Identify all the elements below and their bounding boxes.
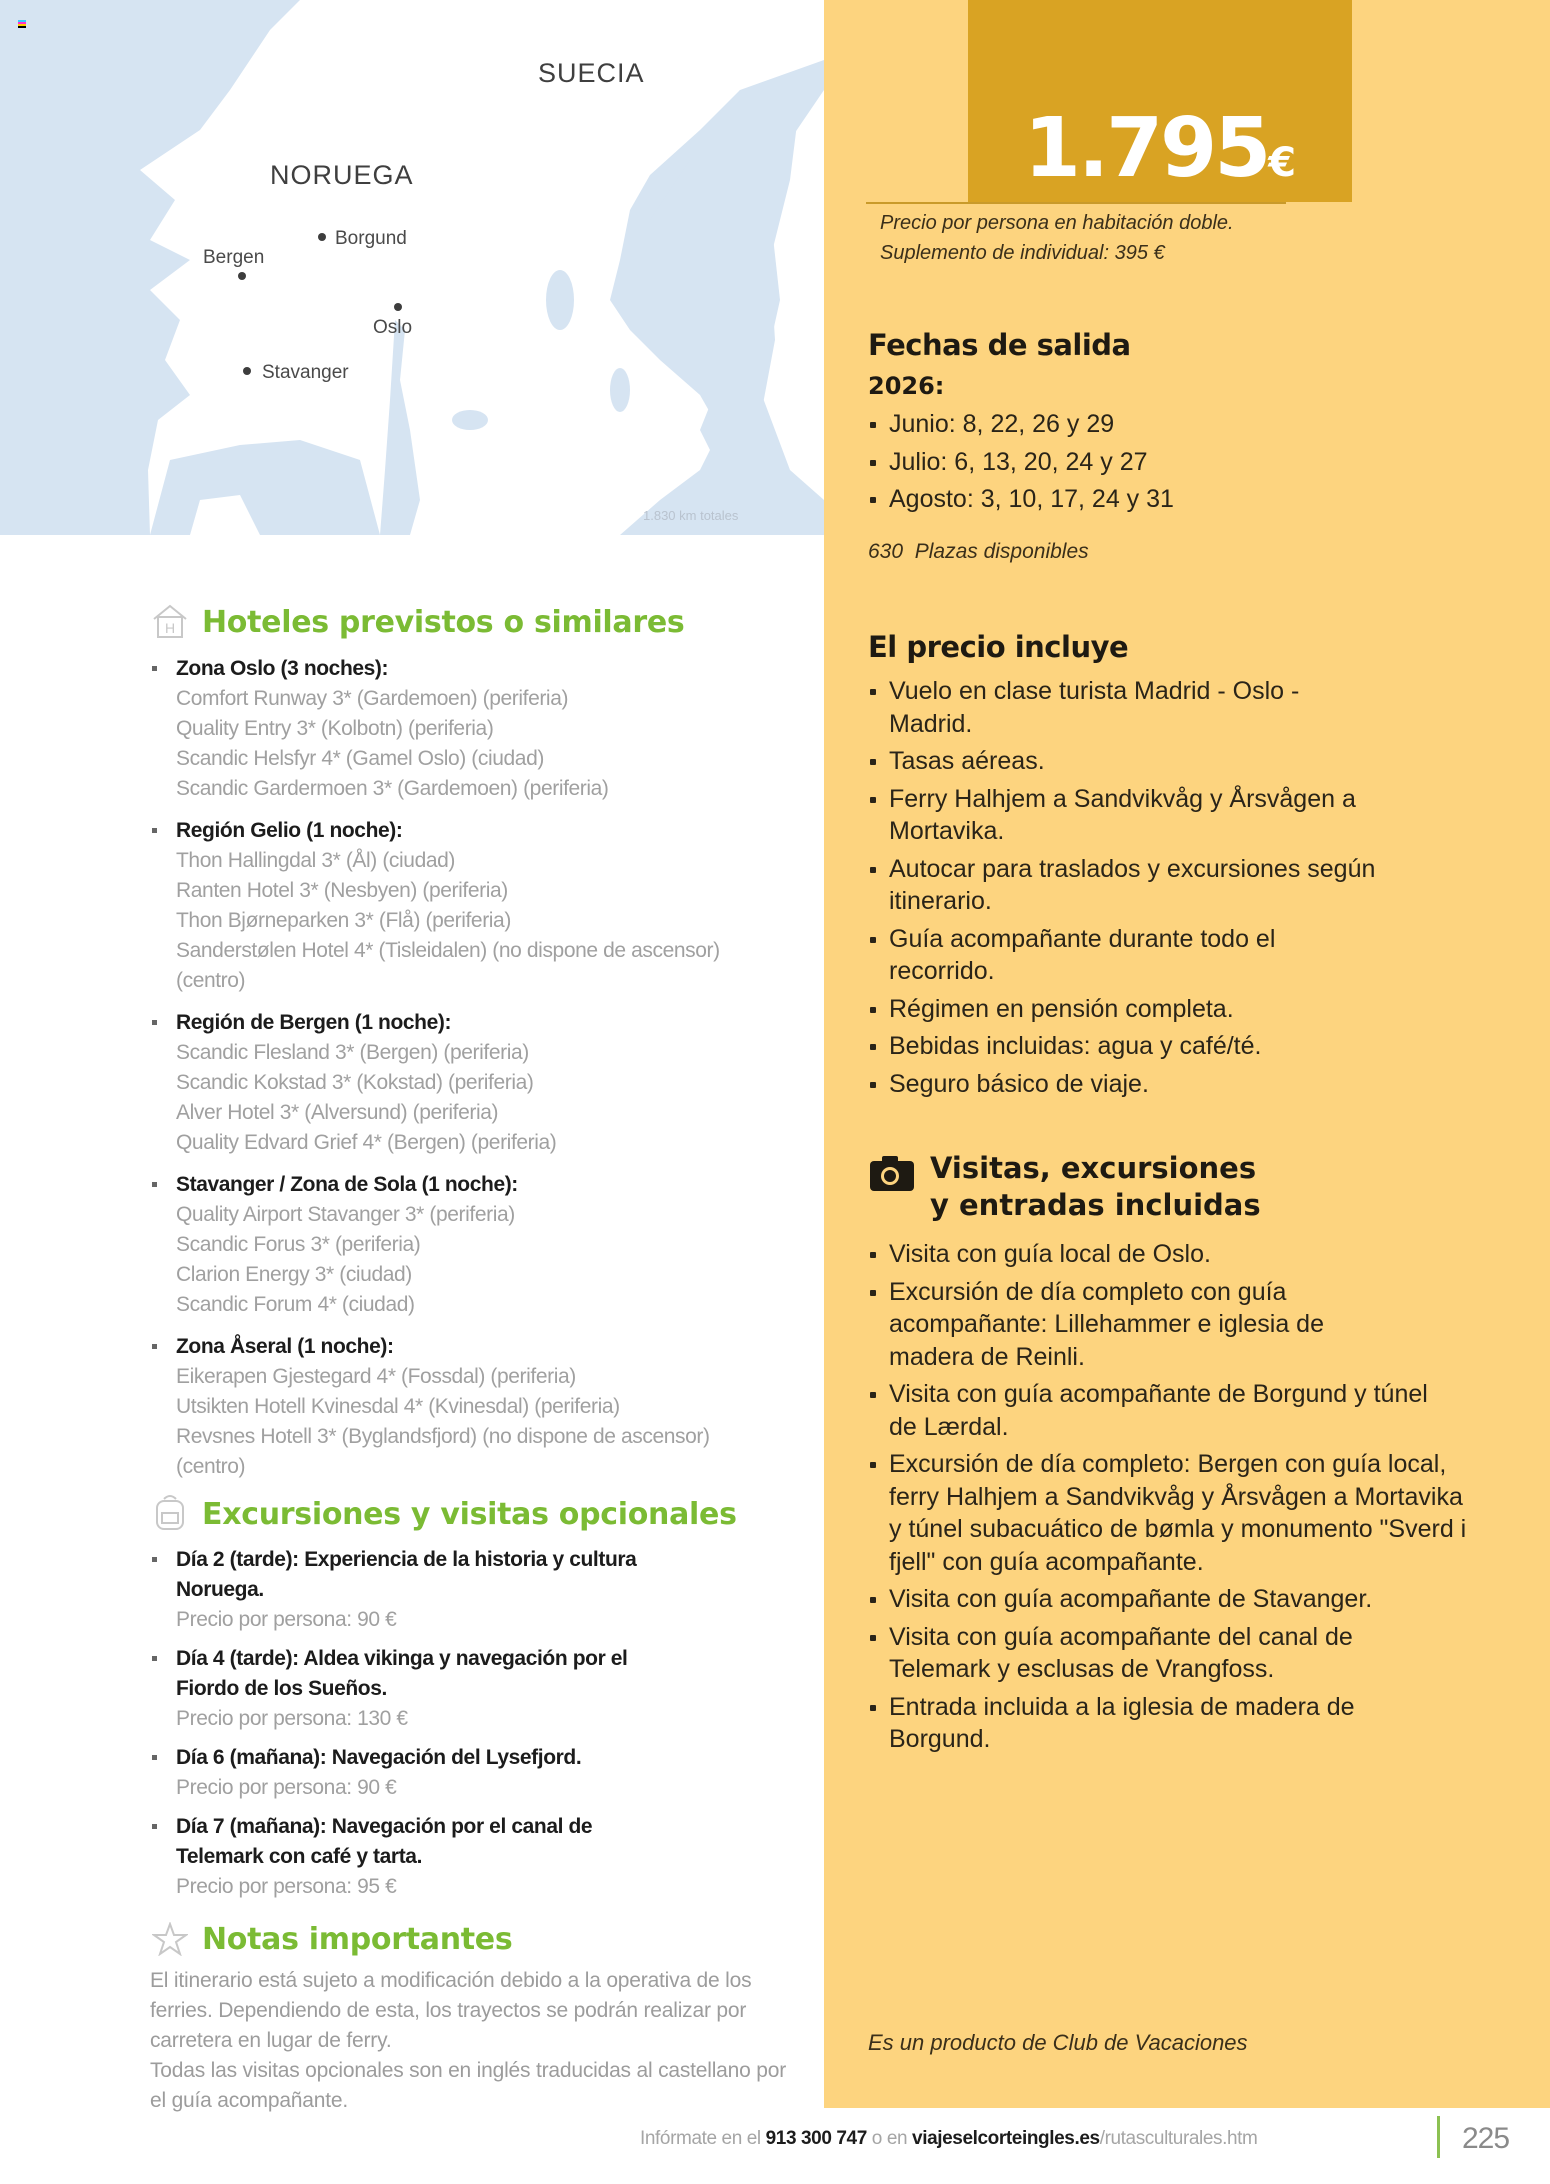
footer-divider bbox=[1437, 2116, 1440, 2158]
price-divider bbox=[866, 202, 1286, 204]
optional-list bbox=[152, 1545, 672, 1914]
price-currency: € bbox=[1268, 140, 1297, 186]
include-item: Tasas aéreas. bbox=[868, 745, 1468, 778]
optional-title: Excursiones y visitas opcionales bbox=[202, 1497, 737, 1532]
info-panel bbox=[824, 0, 1550, 2108]
include-item: Guía acompañante durante todo el recorrido. bbox=[868, 923, 1339, 988]
departures-year: 2026: bbox=[868, 372, 945, 400]
map-land-shapes bbox=[0, 0, 824, 535]
hotels-title: Hoteles previstos o similares bbox=[202, 605, 685, 640]
svg-text:H: H bbox=[165, 620, 176, 636]
visit-item: Excursión de día completo con guía acompañante: Lillehammer e iglesia de madera de Reinli. bbox=[868, 1276, 1369, 1374]
visit-item: Visita con guía acompañante de Stavanger. bbox=[868, 1583, 1509, 1616]
star-icon bbox=[152, 1922, 188, 1961]
visits-list bbox=[868, 1238, 1468, 1761]
visit-item: Visita con guía local de Oslo. bbox=[868, 1238, 1468, 1271]
map-label-borgund: Borgund bbox=[335, 228, 407, 249]
page-number: 225 bbox=[1462, 2122, 1510, 2155]
city-dot-oslo bbox=[394, 303, 402, 311]
price-amount: 1.795 bbox=[1023, 101, 1269, 196]
footer-phone[interactable]: 913 300 747 bbox=[765, 2128, 867, 2149]
include-item: Seguro básico de viaje. bbox=[868, 1068, 1468, 1101]
available-seats bbox=[868, 540, 1089, 564]
footer-path[interactable]: /rutasculturales.htm bbox=[1099, 2128, 1258, 2149]
departure-item: Julio: 6, 13, 20, 24 y 27 bbox=[868, 446, 1174, 479]
optional-item: Día 6 (mañana): Navegación del Lysefjord. Precio por persona: 90 € bbox=[152, 1743, 672, 1803]
hotel-group: Región de Bergen (1 noche): Scandic Flesland 3* (Bergen) (periferia) Scandic Kokstad 3* (Kokstad) (periferia) Alver Hotel 3* (Alversund) (periferia) Quality Edvard Grief 4* (Bergen) (periferia) bbox=[152, 1008, 752, 1158]
notes-text bbox=[150, 1966, 790, 2116]
visit-item: Excursión de día completo: Bergen con guía local, ferry Halhjem a Sandvikvåg y Årsvågen a Mortavika y túnel subacuático de bømla y monumento "Sverd i fjell" con guía acompañante. bbox=[868, 1448, 1469, 1578]
city-dot-stavanger bbox=[243, 367, 251, 375]
visit-item: Visita con guía acompañante del canal de Telemark y esclusas de Vrangfoss. bbox=[868, 1621, 1459, 1686]
optional-item: Día 7 (mañana): Navegación por el canal de Telemark con café y tarta. Precio por persona: 95 € bbox=[152, 1812, 672, 1902]
departures-list bbox=[868, 408, 1174, 521]
map-label-stavanger: Stavanger bbox=[262, 362, 349, 383]
camera-icon bbox=[868, 1153, 916, 1198]
price-display bbox=[968, 101, 1352, 196]
footer-domain-link[interactable]: viajeselcorteingles.es bbox=[912, 2128, 1100, 2149]
notes-paragraph: El itinerario está sujeto a modificación debido a la operativa de los ferries. Dependiendo de esta, los trayectos se podrán realizar por carretera en lugar de ferry. bbox=[150, 1969, 752, 2052]
include-item: Bebidas incluidas: agua y café/té. bbox=[868, 1030, 1468, 1063]
visit-item: Entrada incluida a la iglesia de madera de Borgund. bbox=[868, 1691, 1409, 1756]
hotel-group: Región Gelio (1 noche): Thon Hallingdal 3* (Ål) (ciudad) Ranten Hotel 3* (Nesbyen) (periferia) Thon Bjørneparken 3* (Flå) (periferia) Sanderstølen Hotel 4* (Tisleidalen) (no dispone de ascensor) (centro) bbox=[152, 816, 752, 996]
map-label-suecia: SUECIA bbox=[538, 58, 645, 88]
map-label-noruega: NORUEGA bbox=[270, 160, 414, 190]
departure-item: Junio: 8, 22, 26 y 29 bbox=[868, 408, 1174, 441]
city-dot-bergen bbox=[238, 272, 246, 280]
optional-item: Día 2 (tarde): Experiencia de la historia y cultura Noruega. Precio por persona: 90 € bbox=[152, 1545, 672, 1635]
hotel-group: Zona Oslo (3 noches): Comfort Runway 3* (Gardemoen) (periferia) Quality Entry 3* (Kolbotn) (periferia) Scandic Helsfyr 4* (Gamel Oslo) (ciudad) Scandic Gardermoen 3* (Gardemoen) (periferia) bbox=[152, 654, 752, 804]
price-note-double: Precio por persona en habitación doble. bbox=[880, 212, 1234, 234]
include-item: Vuelo en clase turista Madrid - Oslo - Madrid. bbox=[868, 675, 1309, 740]
map-label-oslo: Oslo bbox=[373, 317, 413, 338]
departure-item: Agosto: 3, 10, 17, 24 y 31 bbox=[868, 483, 1174, 516]
map-distance-label: 1.830 km totales bbox=[643, 508, 739, 523]
seats-label: Plazas disponibles bbox=[914, 540, 1089, 563]
visits-title: Visitas, excursiones y entradas incluidas bbox=[930, 1151, 1261, 1222]
print-crop-mark bbox=[18, 20, 26, 28]
hotel-icon bbox=[150, 603, 190, 644]
hotel-group: Stavanger / Zona de Sola (1 noche): Quality Airport Stavanger 3* (periferia) Scandic Forus 3* (periferia) Clarion Energy 3* (ciudad) Scandic Forum 4* (ciudad) bbox=[152, 1170, 752, 1320]
includes-list bbox=[868, 675, 1468, 1105]
map-label-bergen: Bergen bbox=[203, 247, 265, 268]
route-map bbox=[0, 0, 824, 535]
include-item: Régimen en pensión completa. bbox=[868, 993, 1468, 1026]
hotels-list bbox=[152, 654, 752, 1494]
price-box bbox=[968, 0, 1352, 202]
optional-item: Día 4 (tarde): Aldea vikinga y navegación por el Fiordo de los Sueños. Precio por persona: 130 € bbox=[152, 1644, 672, 1734]
footer-contact: Infórmate en el 913 300 747 o en viajeselcorteingles.es/rutasculturales.htm bbox=[640, 2128, 1258, 2149]
notes-paragraph: Todas las visitas opcionales son en inglés traducidas al castellano por el guía acompañante. bbox=[150, 2059, 787, 2112]
includes-title: El precio incluye bbox=[868, 630, 1129, 664]
city-dot-borgund bbox=[318, 233, 326, 241]
price-note-single-supplement: Suplemento de individual: 395 € bbox=[880, 242, 1165, 264]
departures-title: Fechas de salida bbox=[868, 328, 1131, 362]
product-note: Es un producto de Club de Vacaciones bbox=[868, 2030, 1248, 2055]
include-item: Ferry Halhjem a Sandvikvåg y Årsvågen a Mortavika. bbox=[868, 783, 1429, 848]
include-item: Autocar para traslados y excursiones según itinerario. bbox=[868, 853, 1409, 918]
notes-title: Notas importantes bbox=[202, 1922, 513, 1957]
backpack-icon bbox=[154, 1493, 186, 1536]
price-note bbox=[880, 208, 1234, 268]
visit-item: Visita con guía acompañante de Borgund y túnel de Lærdal. bbox=[868, 1378, 1449, 1443]
hotel-group: Zona Åseral (1 noche): Eikerapen Gjestegard 4* (Fossdal) (periferia) Utsikten Hotell Kvinesdal 4* (Kvinesdal) (periferia) Revsnes Hotell 3* (Byglandsfjord) (no dispone de ascensor) (centro) bbox=[152, 1332, 752, 1482]
seats-count: 630 bbox=[868, 540, 904, 563]
